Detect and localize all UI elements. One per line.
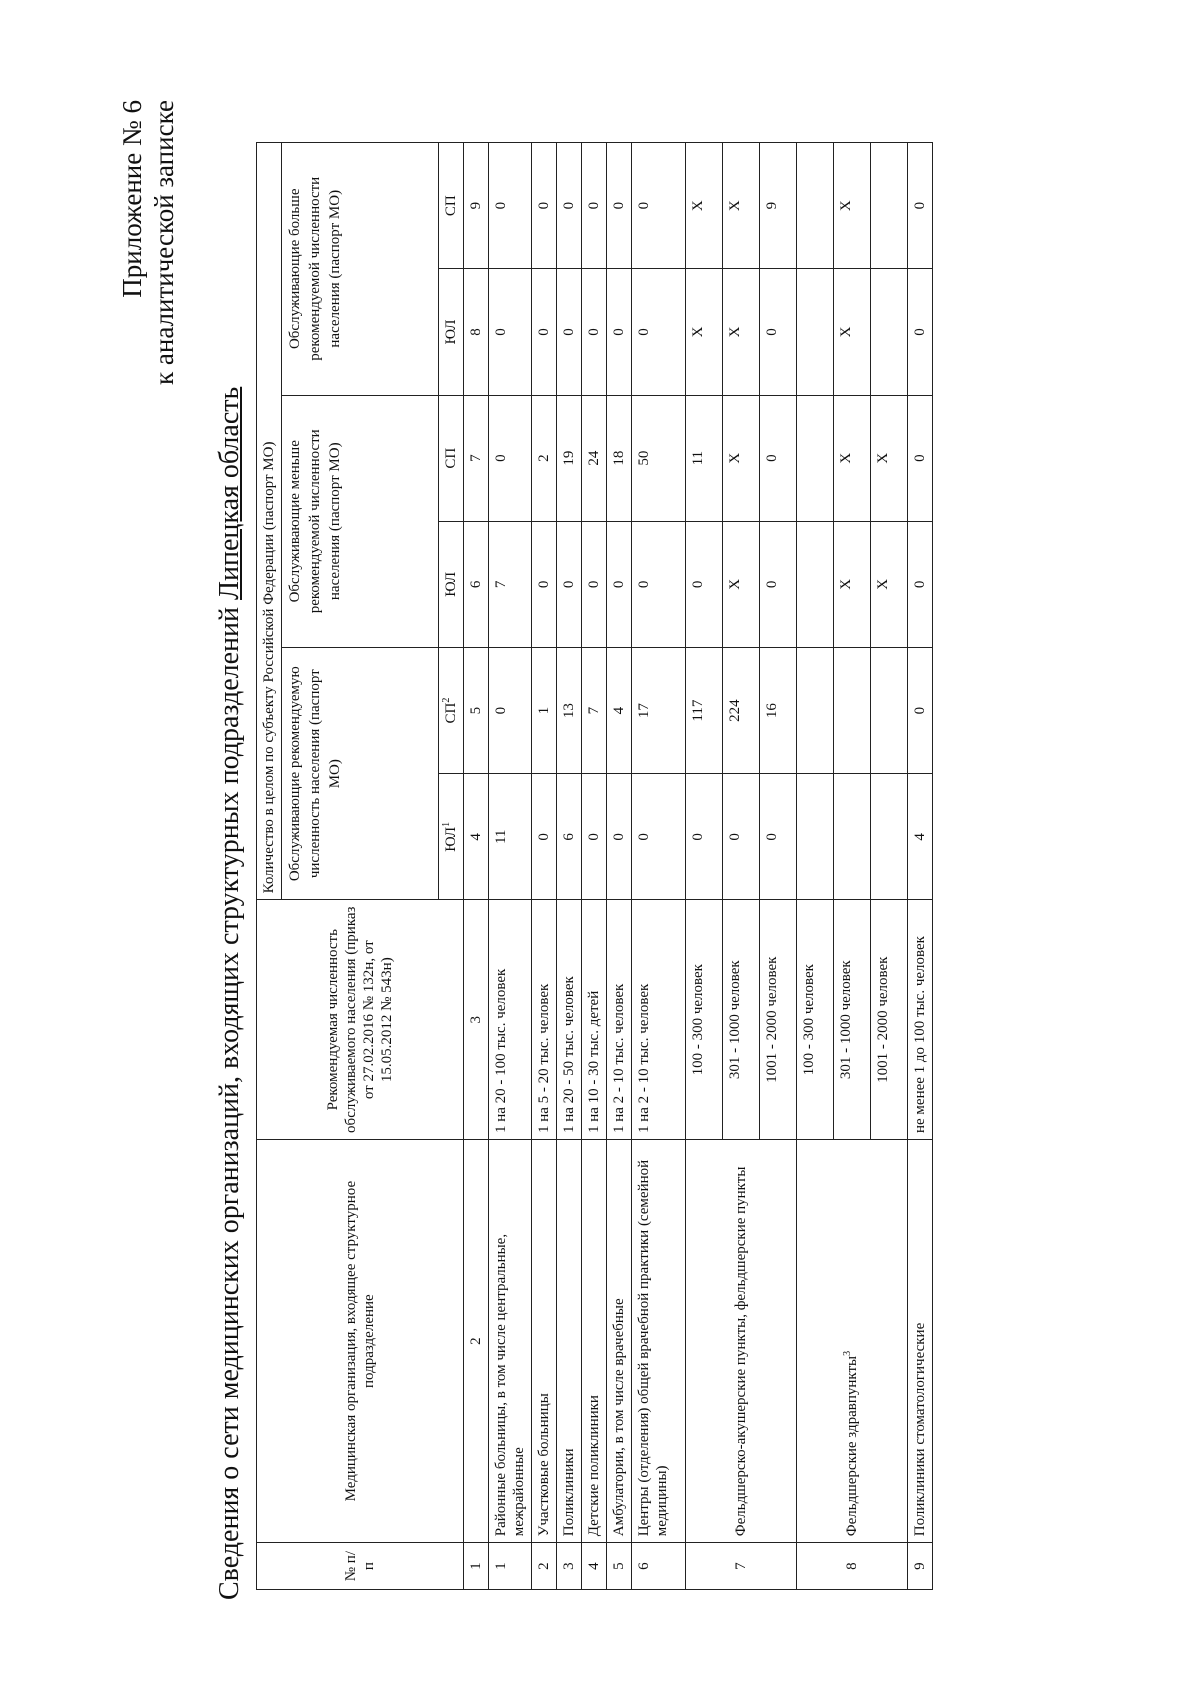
count-cell: 0: [607, 774, 632, 900]
org-name: Детские поликлиники: [582, 1140, 607, 1543]
count-cell: 0: [908, 143, 933, 269]
index-cell: 4: [464, 774, 489, 900]
index-cell: 9: [464, 143, 489, 269]
count-cell: [871, 647, 908, 773]
count-cell: 11: [489, 774, 532, 900]
norm-value: 100 - 300 человек: [797, 900, 834, 1140]
count-cell: [834, 774, 871, 900]
count-cell: 117: [686, 647, 723, 773]
index-cell: 6: [464, 521, 489, 647]
header-group-recommended: Обслуживающие рекомендуемую численность населения (паспорт МО): [282, 647, 439, 899]
org-name: [686, 1140, 797, 1543]
norm-value: 100 - 300 человек: [686, 900, 723, 1140]
count-cell: 0: [632, 269, 686, 395]
row-number: 9: [908, 1543, 933, 1590]
count-cell: 9: [760, 143, 797, 269]
count-cell: 0: [908, 269, 933, 395]
count-cell: 0: [686, 521, 723, 647]
table-row: [489, 143, 532, 1590]
header-yul-3: ЮЛ: [439, 269, 464, 395]
count-cell: X: [834, 521, 871, 647]
count-cell: 0: [686, 774, 723, 900]
document-page: [20, 60, 1120, 1660]
count-cell: 7: [582, 647, 607, 773]
count-cell: X: [834, 395, 871, 521]
count-cell: 0: [532, 774, 557, 900]
row-number: 2: [532, 1543, 557, 1590]
count-cell: [797, 143, 834, 269]
count-cell: 0: [760, 774, 797, 900]
count-cell: 0: [489, 143, 532, 269]
count-cell: 11: [686, 395, 723, 521]
count-cell: 0: [908, 395, 933, 521]
index-cell: 5: [464, 647, 489, 773]
header-yul-1: $ЮЛ^1$: [439, 774, 464, 900]
norm-value: 1 на 5 - 20 тыс. человек: [532, 900, 557, 1140]
count-cell: 0: [582, 269, 607, 395]
row-number: 1: [489, 1543, 532, 1590]
count-cell: [871, 269, 908, 395]
norm-value: 301 - 1000 человек: [834, 900, 871, 1140]
index-cell: 1: [464, 1543, 489, 1590]
count-cell: 0: [632, 521, 686, 647]
table-row: [908, 143, 933, 1590]
index-cell: 2: [464, 1140, 489, 1543]
row-number: 5: [607, 1543, 632, 1590]
index-cell: 8: [464, 269, 489, 395]
count-cell: [797, 269, 834, 395]
count-cell: 1: [532, 647, 557, 773]
count-cell: 0: [908, 647, 933, 773]
header-org: Медицинская организация, входящее структурное подразделение: [257, 1140, 464, 1543]
index-cell: 7: [464, 395, 489, 521]
count-cell: 6: [557, 774, 582, 900]
norm-value: 1 на 10 - 30 тыс. детей: [582, 900, 607, 1140]
org-name: Амбулатории, в том числе врачебные: [607, 1140, 632, 1543]
count-cell: 0: [908, 521, 933, 647]
footnote-mark: 3: [842, 1350, 853, 1356]
header-group-more: Обслуживающие больше рекомендуемой численности населения (паспорт МО): [282, 143, 439, 396]
count-cell: 0: [607, 521, 632, 647]
count-cell: 0: [582, 143, 607, 269]
count-cell: X: [871, 395, 908, 521]
norm-value: 1001 - 2000 человек: [871, 900, 908, 1140]
count-cell: X: [834, 269, 871, 395]
org-name-text: Фельдшерские здравпункты: [844, 1355, 860, 1537]
count-cell: 7: [489, 521, 532, 647]
count-cell: [797, 647, 834, 773]
header-sp-1: $СП^2$: [439, 647, 464, 773]
table-row: [797, 143, 834, 1590]
count-cell: 16: [760, 647, 797, 773]
count-cell: X: [686, 269, 723, 395]
column-index-row: [464, 143, 489, 1590]
count-cell: X: [723, 269, 760, 395]
count-cell: [871, 774, 908, 900]
count-cell: X: [723, 143, 760, 269]
count-cell: [834, 647, 871, 773]
table-row: [632, 143, 686, 1590]
row-number: 8: [797, 1543, 908, 1590]
count-cell: 0: [532, 269, 557, 395]
table-row: [607, 143, 632, 1590]
count-cell: 0: [607, 269, 632, 395]
header-sp-3: СП: [439, 143, 464, 269]
org-name: Поликлиники стоматологические: [908, 1140, 933, 1543]
count-cell: 4: [908, 774, 933, 900]
count-cell: 0: [723, 774, 760, 900]
row-number: 7: [686, 1543, 797, 1590]
norm-value: 1 на 2 - 10 тыс. человек: [607, 900, 632, 1140]
title-text: Сведения о сети медицинских организаций, входящих структурных подразделений: [214, 606, 245, 1600]
count-cell: 24: [582, 395, 607, 521]
row-number: 6: [632, 1543, 686, 1590]
count-cell: 0: [760, 395, 797, 521]
count-cell: 18: [607, 395, 632, 521]
count-cell: X: [686, 143, 723, 269]
appendix-number: Приложение № 6: [117, 100, 147, 298]
table-row: [532, 143, 557, 1590]
count-cell: 4: [607, 647, 632, 773]
count-cell: 0: [582, 774, 607, 900]
count-cell: 0: [532, 521, 557, 647]
count-cell: 50: [632, 395, 686, 521]
count-cell: 0: [557, 521, 582, 647]
count-cell: [871, 143, 908, 269]
count-cell: 0: [632, 143, 686, 269]
header-num: № п/п: [257, 1543, 464, 1590]
count-cell: X: [871, 521, 908, 647]
count-cell: 0: [632, 774, 686, 900]
medical-network-table: [256, 142, 933, 1590]
row-number: 3: [557, 1543, 582, 1590]
count-cell: 0: [489, 647, 532, 773]
document-title: [214, 120, 246, 1600]
row-number: 4: [582, 1543, 607, 1590]
org-name: Участковые больницы: [532, 1140, 557, 1543]
count-cell: 0: [557, 269, 582, 395]
count-cell: X: [834, 143, 871, 269]
count-cell: 0: [760, 269, 797, 395]
index-cell: 3: [464, 900, 489, 1140]
title-region: Липецкая область: [214, 386, 245, 600]
count-cell: 0: [760, 521, 797, 647]
org-name: [797, 1140, 908, 1543]
header-group-less: Обслуживающие меньше рекомендуемой численности населения (паспорт МО): [282, 395, 439, 647]
count-cell: 0: [489, 395, 532, 521]
count-cell: 17: [632, 647, 686, 773]
norm-value: 301 - 1000 человек: [723, 900, 760, 1140]
appendix-subtitle: к аналитической записке: [149, 100, 179, 385]
header-top-group: Количество в целом по субъекту Российской Федерации (паспорт МО): [257, 143, 282, 900]
count-cell: X: [723, 395, 760, 521]
count-cell: 0: [489, 269, 532, 395]
count-cell: 0: [557, 143, 582, 269]
org-name: Поликлиники: [557, 1140, 582, 1543]
norm-value: не менее 1 до 100 тыс. человек: [908, 900, 933, 1140]
count-cell: 224: [723, 647, 760, 773]
header-yul-2: ЮЛ: [439, 521, 464, 647]
count-cell: 13: [557, 647, 582, 773]
appendix-heading: [116, 100, 180, 385]
count-cell: 0: [532, 143, 557, 269]
table-row: [582, 143, 607, 1590]
count-cell: 2: [532, 395, 557, 521]
count-cell: [797, 774, 834, 900]
header-row-top: [257, 143, 282, 1590]
org-name: Районные больницы, в том числе центральные, межрайонные: [489, 1140, 532, 1543]
table-row: [686, 143, 723, 1590]
org-name: Центры (отделения) общей врачебной практики (семейной медицины): [632, 1140, 686, 1543]
count-cell: 19: [557, 395, 582, 521]
count-cell: 0: [582, 521, 607, 647]
count-cell: 0: [607, 143, 632, 269]
count-cell: X: [723, 521, 760, 647]
count-cell: [797, 395, 834, 521]
header-norm: Рекомендуемая численность обслуживаемого населения (приказ от 27.02.2016 № 132н, от 15.05.2012 № 543н): [257, 900, 464, 1140]
header-sp-2: СП: [439, 395, 464, 521]
count-cell: [797, 521, 834, 647]
norm-value: 1001 - 2000 человек: [760, 900, 797, 1140]
org-name-text: Фельдшерско-акушерские пункты, фельдшерские пункты: [733, 1166, 749, 1537]
norm-value: 1 на 2 - 10 тыс. человек: [632, 900, 686, 1140]
norm-value: 1 на 20 - 100 тыс. человек: [489, 900, 532, 1140]
norm-value: 1 на 20 - 50 тыс. человек: [557, 900, 582, 1140]
table-row: [557, 143, 582, 1590]
